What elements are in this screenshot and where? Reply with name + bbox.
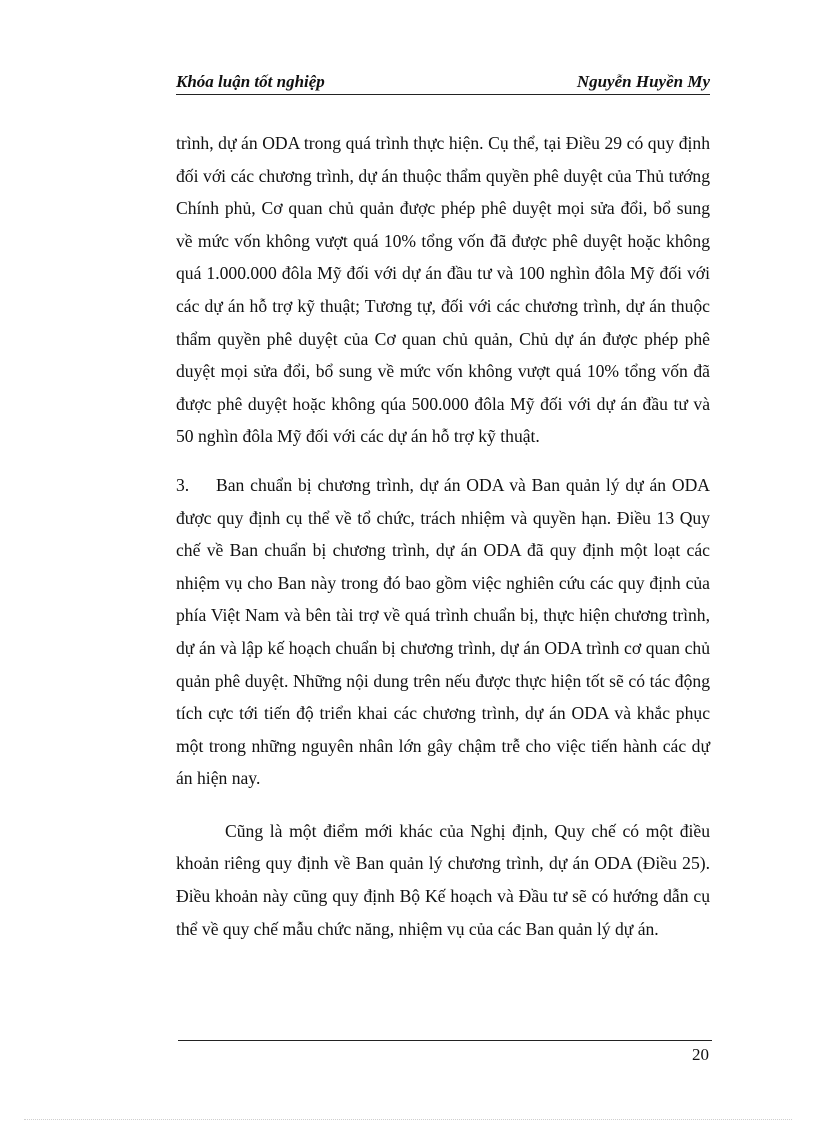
body-text xyxy=(176,127,710,945)
paragraph-1: trình, dự án ODA trong quá trình thực hiện. Cụ thể, tại Điều 29 có quy định đối với các chương trình, dự án thuộc thẩm quyền phê duyệt của Thủ tướng Chính phủ, Cơ quan chủ quản được phép phê duyệt mọi sửa đổi, bổ sung về mức vốn không vượt quá 10% tổng vốn đã được phê duyệt hoặc không quá 1.000.000 đôla Mỹ đối với dự án đầu tư và 100 nghìn đôla Mỹ đối với các dự án hỗ trợ kỹ thuật; Tương tự, đối với các chương trình, dự án thuộc thẩm quyền phê duyệt của Cơ quan chủ quản, Chủ dự án được phép phê duyệt mọi sửa đổi, bổ sung về mức vốn không vượt quá 10% tổng vốn đã được phê duyệt hoặc không qúa 500.000 đôla Mỹ đối với dự án đầu tư và 50 nghìn đôla Mỹ đối với các dự án hỗ trợ kỹ thuật. xyxy=(176,133,710,447)
paragraph-2-numbered xyxy=(176,469,710,795)
header-thesis-title: Khóa luận tốt nghiệp xyxy=(176,72,325,91)
paragraph-3: Cũng là một điểm mới khác của Nghị định, Quy chế có một điều khoản riêng quy định về Ban quản lý chương trình, dự án ODA (Điều 25). Điều khoản này cũng quy định Bộ Kế hoạch và Đầu tư sẽ có hướng dẫn cụ thể về quy chế mẫu chức năng, nhiệm vụ của các Ban quản lý dự án. xyxy=(176,820,710,939)
paragraph-2-text: Ban chuẩn bị chương trình, dự án ODA và Ban quản lý dự án ODA được quy định cụ thể về tổ chức, trách nhiệm và quyền hạn. Điều 13 Quy chế về Ban chuẩn bị chương trình, dự án ODA đã quy định một loạt các nhiệm vụ cho Ban này trong đó bao gồm việc nghiên cứu các quy định của phía Việt Nam và bên tài trợ về quá trình chuẩn bị, thực hiện chương trình, dự án và lập kế hoạch chuẩn bị chương trình, dự án ODA trình cơ quan chủ quản phê duyệt. Những nội dung trên nếu được thực hiện tốt sẽ có tác động tích cực tới tiến độ triển khai các chương trình, dự án ODA và khắc phục một trong những nguyên nhân lớn gây chậm trễ cho việc tiến hành các dự án hiện nay. xyxy=(176,474,710,789)
page-header xyxy=(176,72,710,95)
page-bottom-border xyxy=(24,1119,792,1120)
header-author-name: Nguyễn Huyền My xyxy=(576,72,710,91)
footer-divider xyxy=(178,1040,712,1041)
page-number: 20 xyxy=(692,1045,709,1064)
item-number: 3. xyxy=(176,474,190,495)
